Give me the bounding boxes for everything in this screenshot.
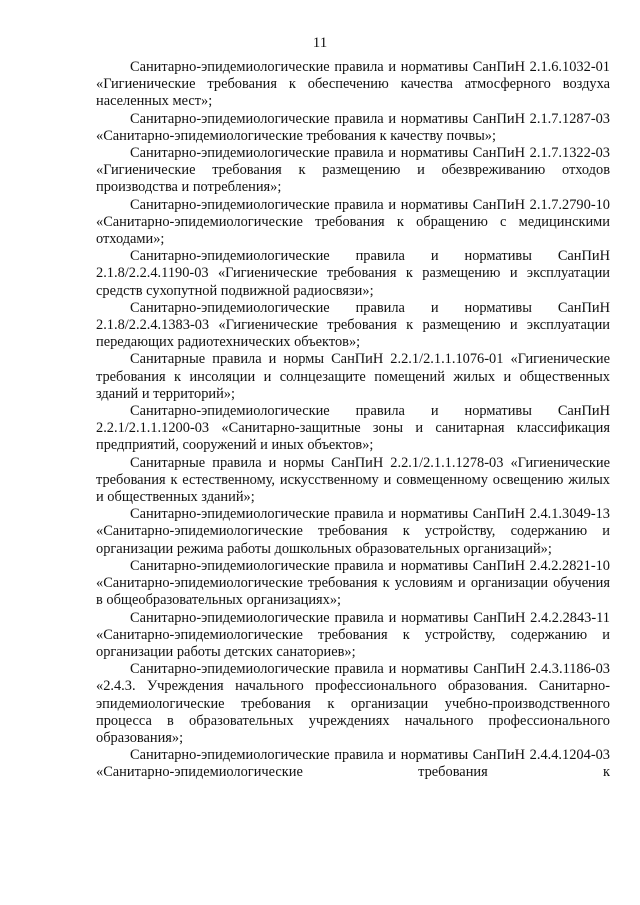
regulation-paragraph: Санитарно-эпидемиологические правила и нормативы СанПиН 2.4.2.2821-10 «Санитарно-эпидемиологические требования к условиям и организации обучения в общеобразовательных организациях»; [96, 557, 610, 609]
regulation-paragraph: Санитарно-эпидемиологические правила и нормативы СанПиН 2.1.6.1032-01 «Гигиенические требования к обеспечению качества атмосферного воздуха населенных мест»; [96, 59, 610, 110]
regulation-paragraph: Санитарно-эпидемиологические правила и нормативы СанПиН 2.4.3.1186-03 «2.4.3. Учреждения начального профессионального образования. Санитарно-эпидемиологические требования к организации учебно-производственного процесса в образовательных учреждениях начального профессионального образования»; [96, 661, 610, 746]
regulation-paragraph: Санитарно-эпидемиологические правила и нормативы СанПиН 2.1.7.1287-03 «Санитарно-эпидемиологические требования к качеству почвы»; [96, 110, 610, 144]
document-body [96, 59, 610, 782]
regulation-paragraph: Санитарно-эпидемиологические правила и нормативы СанПиН 2.4.4.1204-03 «Санитарно-эпидемиологические требования к [96, 747, 610, 781]
regulation-paragraph: Санитарно-эпидемиологические правила и нормативы СанПиН 2.1.7.2790-10 «Санитарно-эпидемиологические требования к обращению с медицинскими отходами»; [96, 196, 610, 248]
regulation-paragraph: Санитарно-эпидемиологические правила и нормативы СанПиН 2.4.2.2843-11 «Санитарно-эпидемиологические требования к устройству, содержанию и организации работы детских санаториев»; [96, 609, 610, 660]
regulation-paragraph: Санитарно-эпидемиологические правила и нормативы СанПиН 2.1.8/2.2.4.1190-03 «Гигиенические требования к размещению и эксплуатации средств сухопутной подвижной радиосвязи»; [96, 248, 610, 299]
regulation-paragraph: Санитарно-эпидемиологические правила и нормативы СанПиН 2.1.7.1322-03 «Гигиенические требования к размещению и обезвреживанию отходов производства и потребления»; [96, 145, 610, 196]
regulation-paragraph: Санитарно-эпидемиологические правила и нормативы СанПиН 2.4.1.3049-13 «Санитарно-эпидемиологические требования к устройству, содержанию и организации режима работы дошкольных образовательных организаций»; [96, 506, 610, 557]
regulation-paragraph: Санитарные правила и нормы СанПиН 2.2.1/2.1.1.1076-01 «Гигиенические требования к инсоляции и солнцезащите помещений жилых и общественных зданий и территорий»; [96, 351, 610, 402]
regulation-paragraph: Санитарные правила и нормы СанПиН 2.2.1/2.1.1.1278-03 «Гигиенические требования к естественному, искусственному и совмещенному освещению жилых и общественных зданий»; [96, 454, 610, 506]
regulation-paragraph: Санитарно-эпидемиологические правила и нормативы СанПиН 2.1.8/2.2.4.1383-03 «Гигиенические требования к размещению и эксплуатации передающих радиотехнических объектов»; [96, 299, 610, 351]
regulation-paragraph: Санитарно-эпидемиологические правила и нормативы СанПиН 2.2.1/2.1.1.1200-03 «Санитарно-защитные зоны и санитарная классификация предприятий, сооружений и иных объектов»; [96, 403, 610, 454]
page-number: 11 [312, 35, 328, 51]
